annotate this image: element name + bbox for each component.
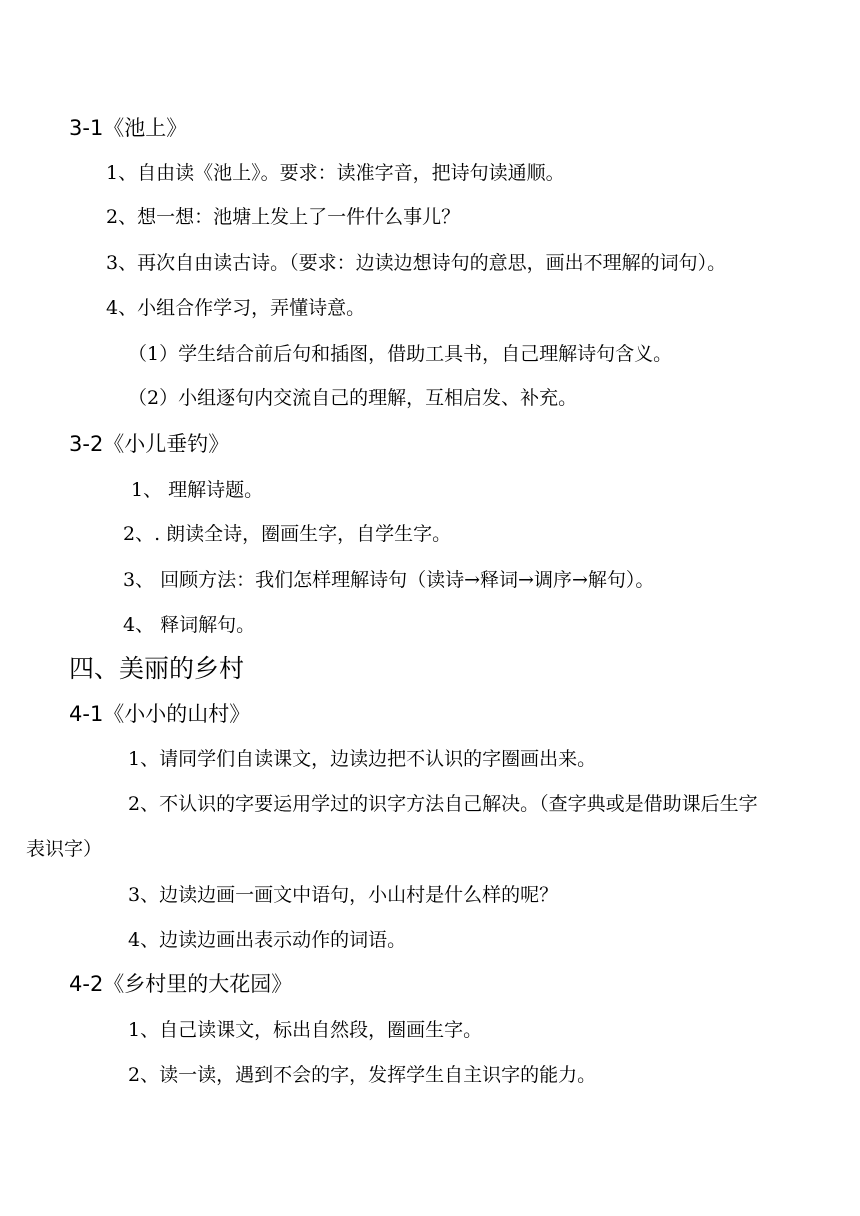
list-item: 1、请同学们自读课文，边读边把不认识的字圈画出来。	[128, 748, 597, 770]
list-item: 1、 理解诗题。	[131, 479, 264, 501]
list-item: 2、读一读，遇到不会的字，发挥学生自主识字的能力。	[128, 1064, 597, 1086]
list-item: 4、小组合作学习，弄懂诗意。	[106, 297, 366, 319]
list-item: 1、自由读《池上》。要求：读准字音，把诗句读通顺。	[106, 162, 565, 184]
section-heading-3-2: 3-2《小儿垂钓》	[69, 432, 230, 456]
list-item: 2、不认识的字要运用学过的识字方法自己解决。（查字典或是借助课后生字	[128, 793, 758, 815]
sub-list-item: （1）学生结合前后句和插图，借助工具书，自己理解诗句含义。	[128, 343, 673, 365]
list-item-continuation: 表识字）	[26, 838, 103, 860]
list-item: 1、自己读课文，标出自然段，圈画生字。	[128, 1019, 483, 1041]
unit-heading: 四、美丽的乡村	[69, 654, 245, 683]
list-item: 3、 回顾方法：我们怎样理解诗句（读诗→释词→调序→解句）。	[123, 569, 655, 591]
list-item: 2、. 朗读全诗，圈画生字，自学生字。	[123, 523, 452, 545]
list-item: 2、想一想：池塘上发上了一件什么事儿？	[106, 206, 461, 228]
list-item: 3、边读边画一画文中语句，小山村是什么样的呢？	[128, 884, 559, 906]
list-item: 4、边读边画出表示动作的词语。	[128, 929, 407, 951]
list-item: 3、再次自由读古诗。（要求：边读边想诗句的意思，画出不理解的词句）。	[106, 252, 727, 274]
section-heading-3-1: 3-1《池上》	[69, 116, 188, 140]
list-item: 4、 释词解句。	[123, 614, 256, 636]
sub-list-item: （2）小组逐句内交流自己的理解，互相启发、补充。	[128, 387, 578, 409]
section-heading-4-2: 4-2《乡村里的大花园》	[69, 972, 293, 996]
section-heading-4-1: 4-1《小小的山村》	[69, 702, 251, 726]
